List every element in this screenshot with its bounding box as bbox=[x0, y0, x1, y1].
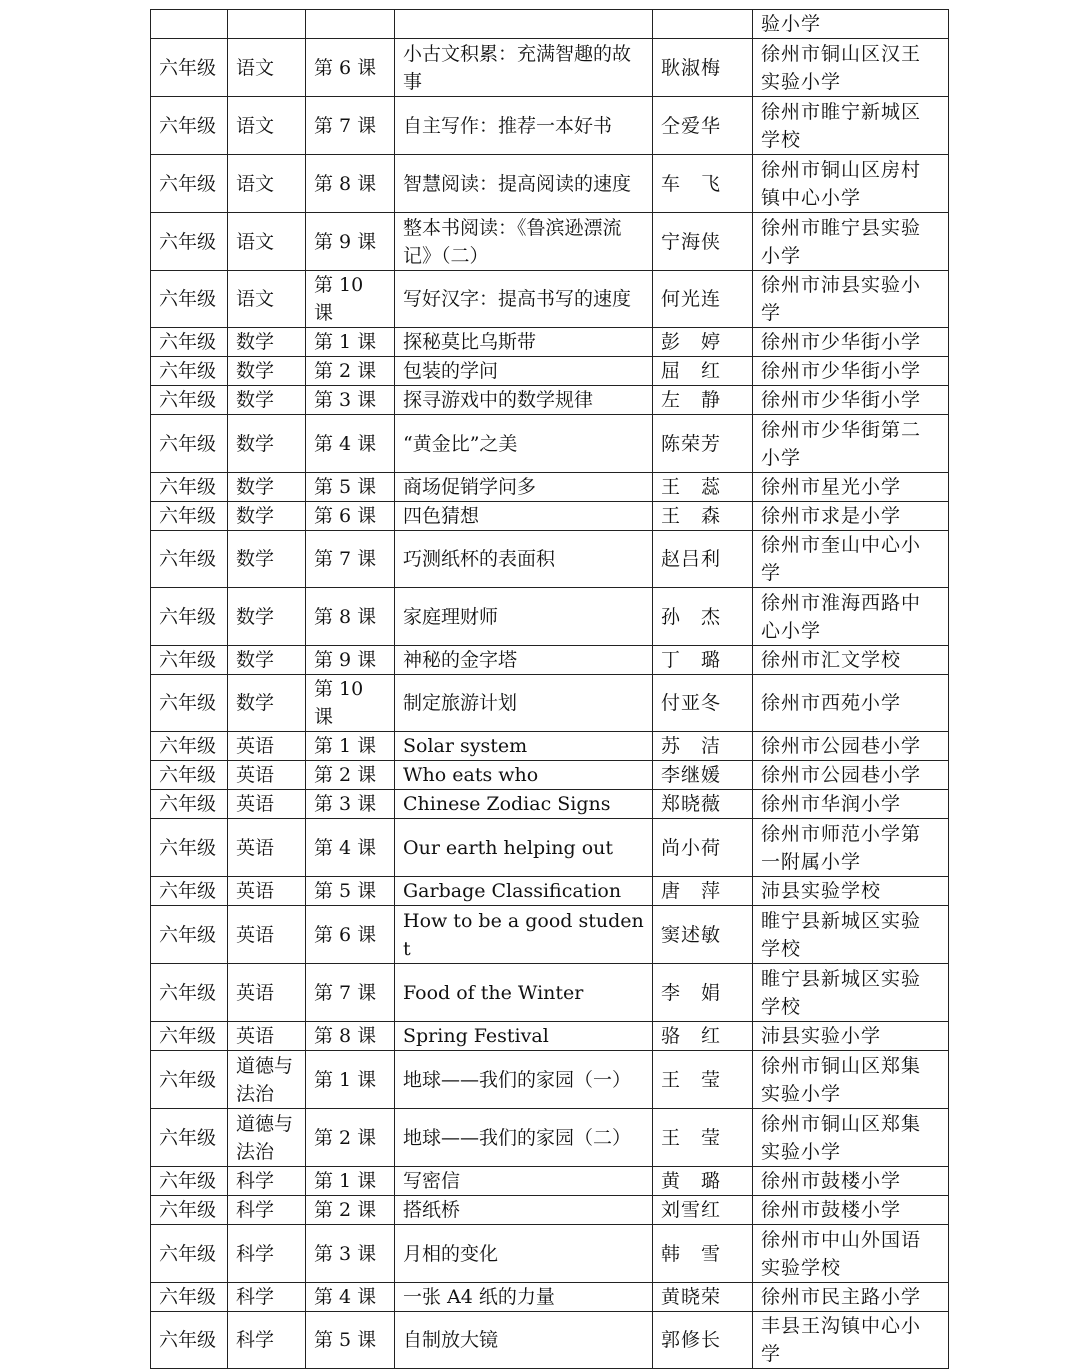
table-row bbox=[151, 531, 949, 588]
table-row bbox=[151, 1022, 949, 1051]
topic-cell: 智慧阅读：提高阅读的速度 bbox=[395, 155, 653, 213]
school-cell: 徐州市睢宁县实验小学 bbox=[753, 213, 949, 271]
school-cell: 徐州市星光小学 bbox=[753, 473, 949, 502]
topic-cell: 小古文积累：充满智趣的故事 bbox=[395, 39, 653, 97]
lesson-cell: 第 1 课 bbox=[306, 328, 395, 357]
lesson-cell: 第 6 课 bbox=[306, 906, 395, 964]
teacher-cell: 孙 杰 bbox=[653, 588, 753, 646]
teacher-cell: 王 莹 bbox=[653, 1109, 753, 1167]
table-row bbox=[151, 1109, 949, 1167]
grade-cell: 六年级 bbox=[151, 1022, 228, 1051]
subject-cell: 科学 bbox=[228, 1196, 306, 1225]
subject-cell: 语文 bbox=[228, 39, 306, 97]
teacher-cell: 苏 洁 bbox=[653, 732, 753, 761]
grade-cell: 六年级 bbox=[151, 473, 228, 502]
teacher-cell: 屈 红 bbox=[653, 357, 753, 386]
lesson-cell: 第 2 课 bbox=[306, 357, 395, 386]
subject-cell: 科学 bbox=[228, 1312, 306, 1369]
grade-cell: 六年级 bbox=[151, 271, 228, 328]
table-row bbox=[151, 906, 949, 964]
topic-cell: 地球——我们的家园（二） bbox=[395, 1109, 653, 1167]
topic-cell: Chinese Zodiac Signs bbox=[395, 790, 653, 819]
teacher-cell: 尚小荷 bbox=[653, 819, 753, 877]
grade-cell: 六年级 bbox=[151, 1109, 228, 1167]
grade-cell: 六年级 bbox=[151, 213, 228, 271]
lesson-cell: 第 5 课 bbox=[306, 473, 395, 502]
lesson-cell: 第 1 课 bbox=[306, 1051, 395, 1109]
lesson-cell: 第 3 课 bbox=[306, 790, 395, 819]
subject-cell: 道德与法治 bbox=[228, 1109, 306, 1167]
school-cell: 徐州市铜山区郑集实验小学 bbox=[753, 1051, 949, 1109]
grade-cell: 六年级 bbox=[151, 877, 228, 906]
grade-cell: 六年级 bbox=[151, 1283, 228, 1312]
subject-cell: 科学 bbox=[228, 1283, 306, 1312]
teacher-cell: 耿淑梅 bbox=[653, 39, 753, 97]
table-row bbox=[151, 790, 949, 819]
grade-cell: 六年级 bbox=[151, 1225, 228, 1283]
subject-cell: 语文 bbox=[228, 213, 306, 271]
topic-cell: 神秘的金字塔 bbox=[395, 646, 653, 675]
table-row bbox=[151, 10, 949, 39]
topic-cell: 制定旅游计划 bbox=[395, 675, 653, 732]
grade-cell bbox=[151, 10, 228, 39]
grade-cell: 六年级 bbox=[151, 386, 228, 415]
school-cell: 丰县王沟镇中心小学 bbox=[753, 1312, 949, 1369]
school-cell: 徐州市睢宁新城区学校 bbox=[753, 97, 949, 155]
subject-cell: 英语 bbox=[228, 906, 306, 964]
grade-cell: 六年级 bbox=[151, 1312, 228, 1369]
subject-cell: 数学 bbox=[228, 415, 306, 473]
grade-cell: 六年级 bbox=[151, 39, 228, 97]
table-row bbox=[151, 1312, 949, 1369]
teacher-cell: 车 飞 bbox=[653, 155, 753, 213]
teacher-cell: 黄 璐 bbox=[653, 1167, 753, 1196]
lesson-cell: 第 10 课 bbox=[306, 675, 395, 732]
topic-cell: 巧测纸杯的表面积 bbox=[395, 531, 653, 588]
school-cell: 徐州市西苑小学 bbox=[753, 675, 949, 732]
subject-cell: 语文 bbox=[228, 97, 306, 155]
topic-cell: 自主写作：推荐一本好书 bbox=[395, 97, 653, 155]
grade-cell: 六年级 bbox=[151, 790, 228, 819]
table-row bbox=[151, 357, 949, 386]
teacher-cell: 李 娟 bbox=[653, 964, 753, 1022]
grade-cell: 六年级 bbox=[151, 357, 228, 386]
school-cell: 徐州市少华街小学 bbox=[753, 386, 949, 415]
teacher-cell: 唐 萍 bbox=[653, 877, 753, 906]
teacher-cell: 刘雪红 bbox=[653, 1196, 753, 1225]
grade-cell: 六年级 bbox=[151, 1167, 228, 1196]
grade-cell: 六年级 bbox=[151, 415, 228, 473]
subject-cell: 数学 bbox=[228, 386, 306, 415]
grade-cell: 六年级 bbox=[151, 1196, 228, 1225]
table-row bbox=[151, 1051, 949, 1109]
subject-cell: 数学 bbox=[228, 646, 306, 675]
school-cell: 徐州市华润小学 bbox=[753, 790, 949, 819]
topic-cell: 自制放大镜 bbox=[395, 1312, 653, 1369]
lesson-cell: 第 4 课 bbox=[306, 819, 395, 877]
topic-cell: 写好汉字：提高书写的速度 bbox=[395, 271, 653, 328]
school-cell: 徐州市铜山区郑集实验小学 bbox=[753, 1109, 949, 1167]
teacher-cell: 宁海侠 bbox=[653, 213, 753, 271]
lesson-cell: 第 6 课 bbox=[306, 502, 395, 531]
subject-cell: 英语 bbox=[228, 1022, 306, 1051]
topic-cell: 整本书阅读：《鲁滨逊漂流记》（二） bbox=[395, 213, 653, 271]
school-cell: 徐州市求是小学 bbox=[753, 502, 949, 531]
table-row bbox=[151, 1196, 949, 1225]
lesson-cell: 第 2 课 bbox=[306, 1196, 395, 1225]
teacher-cell: 郑晓薇 bbox=[653, 790, 753, 819]
school-cell: 睢宁县新城区实验学校 bbox=[753, 964, 949, 1022]
table-row bbox=[151, 877, 949, 906]
teacher-cell: 王 森 bbox=[653, 502, 753, 531]
topic-cell: 搭纸桥 bbox=[395, 1196, 653, 1225]
teacher-cell: 王 莹 bbox=[653, 1051, 753, 1109]
lesson-cell: 第 7 课 bbox=[306, 964, 395, 1022]
table-row bbox=[151, 415, 949, 473]
lesson-cell: 第 7 课 bbox=[306, 97, 395, 155]
lesson-cell: 第 7 课 bbox=[306, 531, 395, 588]
school-cell: 徐州市少华街小学 bbox=[753, 357, 949, 386]
grade-cell: 六年级 bbox=[151, 732, 228, 761]
subject-cell bbox=[228, 10, 306, 39]
teacher-cell: 彭 婷 bbox=[653, 328, 753, 357]
lesson-cell: 第 1 课 bbox=[306, 1167, 395, 1196]
school-cell: 徐州市鼓楼小学 bbox=[753, 1167, 949, 1196]
school-cell: 徐州市公园巷小学 bbox=[753, 761, 949, 790]
teacher-cell: 仝爱华 bbox=[653, 97, 753, 155]
teacher-cell: 付亚冬 bbox=[653, 675, 753, 732]
subject-cell: 英语 bbox=[228, 761, 306, 790]
teacher-cell: 骆 红 bbox=[653, 1022, 753, 1051]
topic-cell: Food of the Winter bbox=[395, 964, 653, 1022]
grade-cell: 六年级 bbox=[151, 819, 228, 877]
topic-cell bbox=[395, 10, 653, 39]
teacher-cell: 韩 雪 bbox=[653, 1225, 753, 1283]
subject-cell: 道德与法治 bbox=[228, 1051, 306, 1109]
subject-cell: 英语 bbox=[228, 964, 306, 1022]
topic-cell: 一张 A4 纸的力量 bbox=[395, 1283, 653, 1312]
table-row bbox=[151, 732, 949, 761]
school-cell: 徐州市铜山区汉王实验小学 bbox=[753, 39, 949, 97]
school-cell: 徐州市铜山区房村镇中心小学 bbox=[753, 155, 949, 213]
topic-cell: “黄金比”之美 bbox=[395, 415, 653, 473]
subject-cell: 数学 bbox=[228, 502, 306, 531]
table-row bbox=[151, 328, 949, 357]
table-row bbox=[151, 819, 949, 877]
school-cell: 验小学 bbox=[753, 10, 949, 39]
subject-cell: 数学 bbox=[228, 531, 306, 588]
teacher-cell: 郭修长 bbox=[653, 1312, 753, 1369]
school-cell: 徐州市沛县实验小学 bbox=[753, 271, 949, 328]
grade-cell: 六年级 bbox=[151, 97, 228, 155]
school-cell: 徐州市少华街小学 bbox=[753, 328, 949, 357]
topic-cell: 地球——我们的家园（一） bbox=[395, 1051, 653, 1109]
subject-cell: 数学 bbox=[228, 357, 306, 386]
school-cell: 沛县实验学校 bbox=[753, 877, 949, 906]
lesson-cell: 第 4 课 bbox=[306, 1283, 395, 1312]
lesson-cell: 第 3 课 bbox=[306, 1225, 395, 1283]
lesson-cell: 第 8 课 bbox=[306, 588, 395, 646]
subject-cell: 科学 bbox=[228, 1167, 306, 1196]
grade-cell: 六年级 bbox=[151, 531, 228, 588]
teacher-cell: 左 静 bbox=[653, 386, 753, 415]
lesson-cell: 第 4 课 bbox=[306, 415, 395, 473]
table-row bbox=[151, 386, 949, 415]
lesson-cell: 第 9 课 bbox=[306, 213, 395, 271]
lesson-cell: 第 9 课 bbox=[306, 646, 395, 675]
teacher-cell: 何光连 bbox=[653, 271, 753, 328]
table-row bbox=[151, 39, 949, 97]
subject-cell: 数学 bbox=[228, 328, 306, 357]
school-cell: 徐州市鼓楼小学 bbox=[753, 1196, 949, 1225]
teacher-cell: 李继媛 bbox=[653, 761, 753, 790]
school-cell: 徐州市汇文学校 bbox=[753, 646, 949, 675]
grade-cell: 六年级 bbox=[151, 906, 228, 964]
teacher-cell: 丁 璐 bbox=[653, 646, 753, 675]
topic-cell: 月相的变化 bbox=[395, 1225, 653, 1283]
subject-cell: 英语 bbox=[228, 877, 306, 906]
table-row bbox=[151, 675, 949, 732]
school-cell: 徐州市少华街第二小学 bbox=[753, 415, 949, 473]
school-cell: 徐州市师范小学第一附属小学 bbox=[753, 819, 949, 877]
lesson-cell: 第 1 课 bbox=[306, 732, 395, 761]
topic-cell: 探秘莫比乌斯带 bbox=[395, 328, 653, 357]
teacher-cell: 黄晓荣 bbox=[653, 1283, 753, 1312]
topic-cell: Who eats who bbox=[395, 761, 653, 790]
subject-cell: 语文 bbox=[228, 155, 306, 213]
school-cell: 徐州市淮海西路中心小学 bbox=[753, 588, 949, 646]
teacher-cell: 窦述敏 bbox=[653, 906, 753, 964]
topic-cell: Garbage Classification bbox=[395, 877, 653, 906]
table-row bbox=[151, 473, 949, 502]
lesson-cell: 第 3 课 bbox=[306, 386, 395, 415]
grade-cell: 六年级 bbox=[151, 675, 228, 732]
subject-cell: 英语 bbox=[228, 790, 306, 819]
table-row bbox=[151, 964, 949, 1022]
subject-cell: 数学 bbox=[228, 588, 306, 646]
topic-cell: 写密信 bbox=[395, 1167, 653, 1196]
subject-cell: 科学 bbox=[228, 1225, 306, 1283]
subject-cell: 数学 bbox=[228, 473, 306, 502]
lesson-cell: 第 2 课 bbox=[306, 761, 395, 790]
topic-cell: 家庭理财师 bbox=[395, 588, 653, 646]
table-row bbox=[151, 761, 949, 790]
lesson-cell: 第 10 课 bbox=[306, 271, 395, 328]
grade-cell: 六年级 bbox=[151, 328, 228, 357]
school-cell: 徐州市民主路小学 bbox=[753, 1283, 949, 1312]
topic-cell: 商场促销学问多 bbox=[395, 473, 653, 502]
table-row bbox=[151, 646, 949, 675]
table-row bbox=[151, 1225, 949, 1283]
lesson-cell: 第 6 课 bbox=[306, 39, 395, 97]
lesson-cell: 第 8 课 bbox=[306, 155, 395, 213]
topic-cell: Spring Festival bbox=[395, 1022, 653, 1051]
topic-cell: 探寻游戏中的数学规律 bbox=[395, 386, 653, 415]
topic-cell: Our earth helping out bbox=[395, 819, 653, 877]
table-row bbox=[151, 213, 949, 271]
school-cell: 徐州市公园巷小学 bbox=[753, 732, 949, 761]
topic-cell: How to be a good student bbox=[395, 906, 653, 964]
teacher-cell: 王 蕊 bbox=[653, 473, 753, 502]
grade-cell: 六年级 bbox=[151, 964, 228, 1022]
lesson-cell: 第 5 课 bbox=[306, 877, 395, 906]
teacher-cell bbox=[653, 10, 753, 39]
table-body bbox=[151, 10, 949, 1369]
subject-cell: 英语 bbox=[228, 819, 306, 877]
grade-cell: 六年级 bbox=[151, 1051, 228, 1109]
school-cell: 徐州市奎山中心小学 bbox=[753, 531, 949, 588]
school-cell: 沛县实验小学 bbox=[753, 1022, 949, 1051]
school-cell: 睢宁县新城区实验学校 bbox=[753, 906, 949, 964]
table-row bbox=[151, 155, 949, 213]
table-row bbox=[151, 588, 949, 646]
lesson-cell: 第 8 课 bbox=[306, 1022, 395, 1051]
grade-cell: 六年级 bbox=[151, 588, 228, 646]
lesson-cell bbox=[306, 10, 395, 39]
table-row bbox=[151, 1283, 949, 1312]
subject-cell: 语文 bbox=[228, 271, 306, 328]
topic-cell: 四色猜想 bbox=[395, 502, 653, 531]
grade-cell: 六年级 bbox=[151, 646, 228, 675]
topic-cell: 包装的学问 bbox=[395, 357, 653, 386]
lesson-cell: 第 5 课 bbox=[306, 1312, 395, 1369]
school-cell: 徐州市中山外国语实验学校 bbox=[753, 1225, 949, 1283]
teacher-cell: 赵吕利 bbox=[653, 531, 753, 588]
teacher-cell: 陈荣芳 bbox=[653, 415, 753, 473]
table-row bbox=[151, 502, 949, 531]
subject-cell: 英语 bbox=[228, 732, 306, 761]
table-row bbox=[151, 97, 949, 155]
topic-cell: Solar system bbox=[395, 732, 653, 761]
grade-cell: 六年级 bbox=[151, 155, 228, 213]
grade-cell: 六年级 bbox=[151, 502, 228, 531]
lesson-cell: 第 2 课 bbox=[306, 1109, 395, 1167]
table-row bbox=[151, 271, 949, 328]
table-row bbox=[151, 1167, 949, 1196]
grade-cell: 六年级 bbox=[151, 761, 228, 790]
subject-cell: 数学 bbox=[228, 675, 306, 732]
lesson-schedule-table bbox=[150, 9, 949, 1369]
